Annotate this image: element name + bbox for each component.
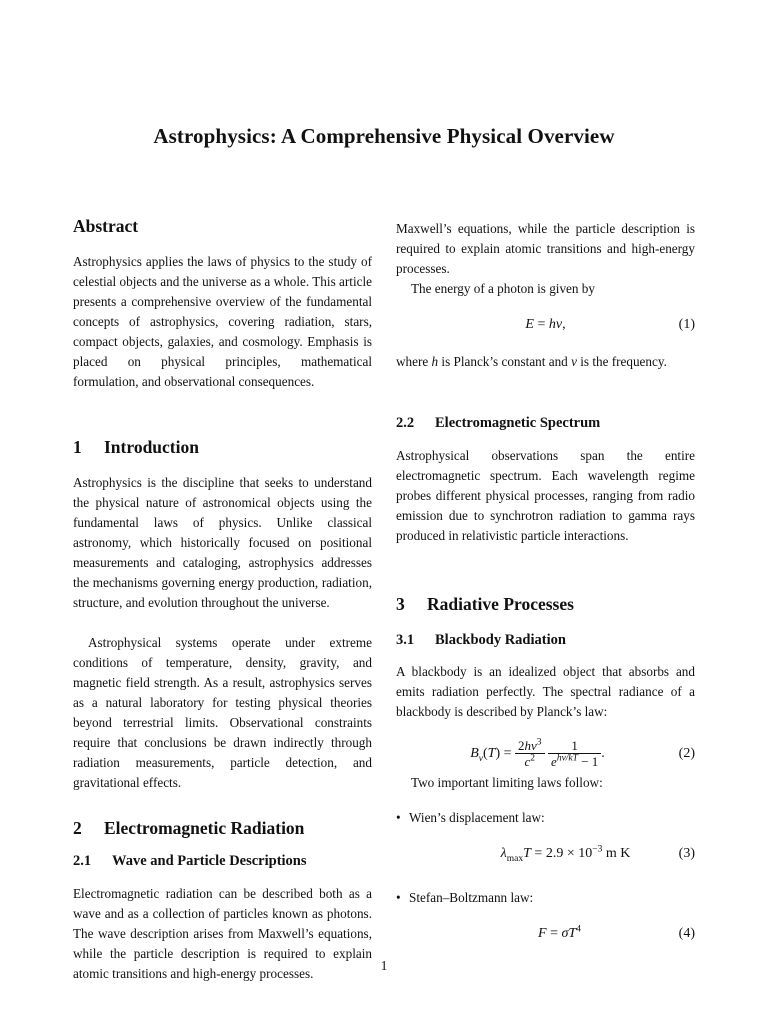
bullet-label: Stefan–Boltzmann law:: [409, 890, 534, 905]
subsection-3-1-heading: [396, 632, 566, 649]
subsection-title: Blackbody Radiation: [435, 632, 566, 648]
equation-1: [396, 311, 695, 339]
bullet-dot: •: [396, 890, 401, 905]
subsection-number: 3.1: [396, 632, 415, 648]
wien-law-formula: $\lambda_{max}T = 2.9 \times 10^{-3}$ m K: [500, 844, 631, 864]
equation-number: (2): [678, 746, 695, 761]
abstract-text: Astrophysics applies the laws of physics to the study of celestial objects and the universe as a whole. This article presents a comprehensive overview of the fundamental concepts of astrophysics, covering radiation, stars, compact objects, galaxies, and cosmology. Emphasis is placed on physical principles, mathematical formulation, and observational consequences.: [73, 254, 372, 389]
spectrum-paragraph: Astrophysical observations span the entire electromagnetic spectrum. Each wavelength regime probes different physical processes, ranging from radio emission due to synchrotron radiation to gamma rays produced in relativistic particle interactions.: [396, 448, 695, 543]
section-number: 2: [73, 818, 82, 838]
limiting-laws-intro: Two important limiting laws follow:: [411, 775, 603, 790]
subsection-title: Electromagnetic Spectrum: [435, 415, 601, 431]
stefan-boltzmann-formula: $F = \sigma T^4$: [538, 924, 581, 941]
planck-constant-description: where h is Planck’s constant and ν is the frequency.: [396, 354, 667, 369]
section-3-heading: [396, 594, 574, 615]
blackbody-paragraph: A blackbody is an idealized object that absorbs and emits radiation perfectly. The spectral radiance of a blackbody is described by Planck’s law:: [396, 664, 695, 719]
page-number: 1: [380, 958, 388, 973]
section-title: Radiative Processes: [427, 594, 574, 614]
section-number: 1: [73, 437, 82, 457]
equation-4: [396, 920, 695, 948]
bullet-label: Wien’s displacement law:: [409, 810, 545, 825]
photon-energy-formula: E = hν,: [525, 317, 566, 332]
section-title: Introduction: [104, 437, 199, 457]
section-number: 3: [396, 594, 405, 614]
subsection-2-2-heading: [396, 415, 600, 432]
wave-particle-paragraph-continued: Maxwell’s equations, while the particle description is required to explain atomic transitions and high-energy processes.: [396, 221, 695, 276]
bullet-dot: •: [396, 810, 401, 825]
subsection-number: 2.2: [396, 415, 415, 431]
section-title: Electromagnetic Radiation: [104, 818, 305, 838]
introduction-paragraph-2: Astrophysical systems operate under extreme conditions of temperature, density, gravity, and magnetic field strength. As a result, astrophysics serves as a natural laboratory for testing physical theories beyond terrestrial limits. Observational constraints require that conclusions be drawn indirectly through radiation measurements, particle detection, and gravitational effects.: [73, 635, 372, 790]
subsection-title: Wave and Particle Descriptions: [112, 853, 307, 869]
equation-number: (1): [678, 317, 695, 332]
subsection-2-1-heading: [73, 853, 307, 870]
wave-particle-paragraph-start: Electromagnetic radiation can be described both as a wave and as a collection of particles known as photons. The wave description arises from Maxwell’s equations, while the particle description is required to explain atomic transitions and high-energy processes.: [73, 886, 372, 981]
bullet-stefan-boltzmann: [396, 888, 534, 908]
equation-3: [396, 840, 695, 868]
abstract-heading: Abstract: [73, 216, 139, 236]
subsection-number: 2.1: [73, 853, 92, 869]
bullet-wien: [396, 808, 545, 828]
equation-number: (4): [678, 926, 695, 941]
section-1-heading: [73, 437, 199, 458]
photon-energy-intro: The energy of a photon is given by: [411, 281, 595, 296]
planck-law-formula: $B_\nu(T)$ = $\frac{2h\nu^3}{c^2}$ $\frac{1}{e^{h\nu/kT} - 1}$ .: [470, 737, 605, 770]
equation-2: [396, 736, 695, 772]
section-2-heading: [73, 818, 304, 839]
equation-number: (3): [678, 846, 695, 861]
paper-title: Astrophysics: A Comprehensive Physical Overview: [153, 124, 615, 148]
introduction-paragraph-1: Astrophysics is the discipline that seeks to understand the physical nature of astronomical objects using the fundamental laws of physics. Unlike classical astronomy, which historically focused on positional measurements and cataloging, astrophysics addresses the mechanisms governing energy production, radiation, structure, and evolution throughout the universe.: [73, 475, 372, 610]
